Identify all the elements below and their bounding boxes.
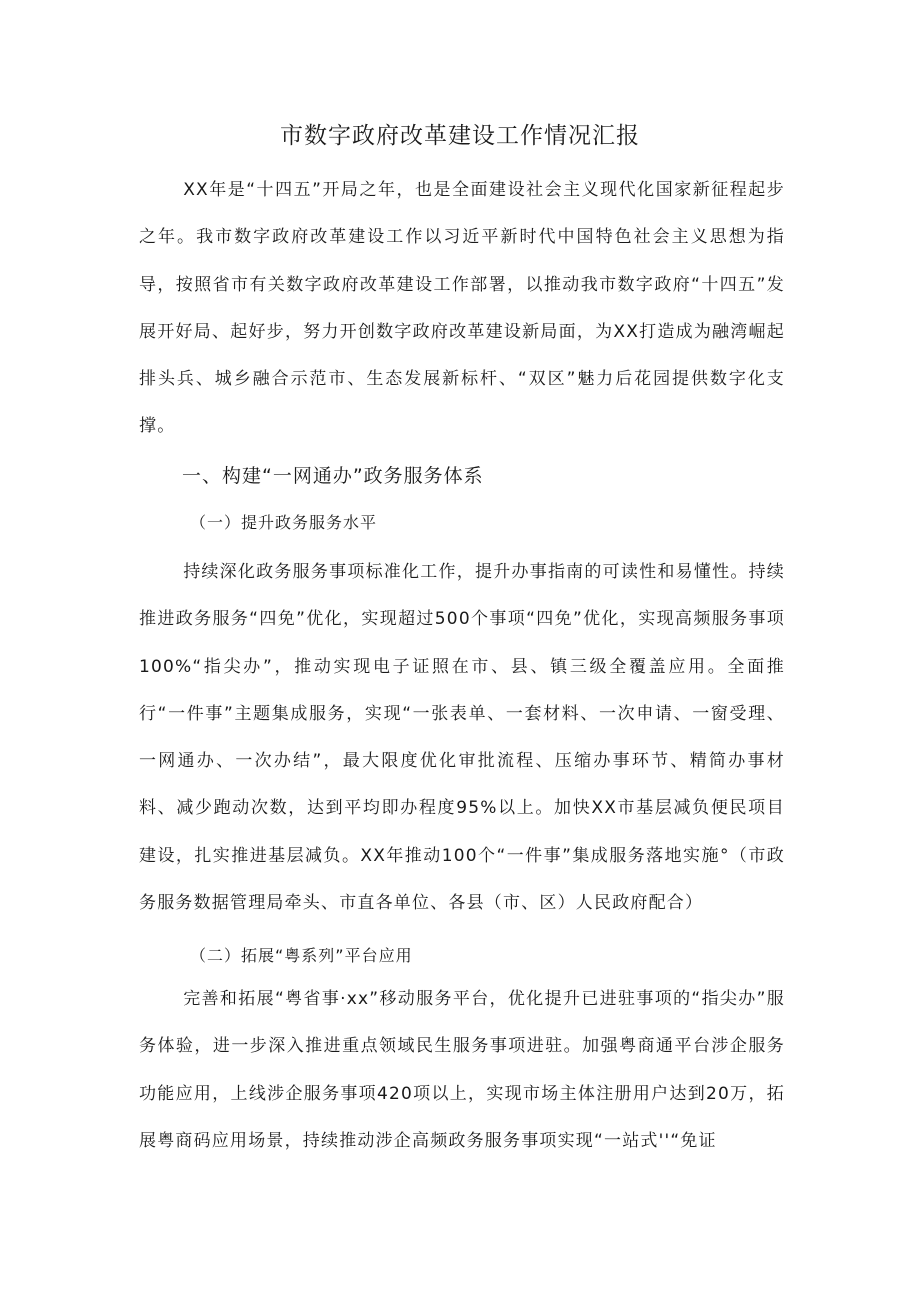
subsection-2-paragraph: 完善和拓展“粤省事·xx”移动服务平台，优化提升已进驻事项的“指尖办”服务体验，进一步深入推进重点领域民生服务事项进驻。加强粤商通平台涉企服务功能应用，上线涉企服务事项420项以上，实现市场主体注册用户达到20万，拓展粤商码应用场景，持续推动涉企高频政务服务事项实现“一站式''“免证 [139, 989, 785, 1151]
subsection-heading-2: （二）拓展“粤系列”平台应用 [190, 946, 413, 965]
subsection-heading-1: （一）提升政务服务水平 [190, 513, 378, 532]
section-heading-1: 一、构建“一网通办”政务服务体系 [182, 465, 484, 487]
subsection-1-paragraph: 持续深化政务服务事项标准化工作，提升办事指南的可读性和易懂性。持续推进政务服务“四免”优化，实现超过500个事项“四免”优化，实现高频服务事项100%“指尖办”，推动实现电子证照在市、县、镇三级全覆盖应用。全面推行“一件事”主题集成服务，实现“一张表单、一套材料、一次申请、一窗受理、一网通办、一次办结”，最大限度优化审批流程、压缩办事环节、精简办事材料、减少跑动次数，达到平均即办程度95%以上。加快XX市基层减负便民项目建设，扎实推进基层减负。XX年推动100个“一件事”集成服务落地实施°（市政务服务数据管理局牵头、市直各单位、各县（市、区）人民政府配合） [139, 562, 785, 914]
intro-paragraph: XX年是“十四五”开局之年，也是全面建设社会主义现代化国家新征程起步之年。我市数字政府改革建设工作以习近平新时代中国特色社会主义思想为指导，按照省市有关数字政府改革建设工作部署，以推动我市数字政府“十四五”发展开好局、起好步，努力开创数字政府改革建设新局面，为XX打造成为融湾崛起排头兵、城乡融合示范市、生态发展新标杆、“双区”魅力后花园提供数字化支撑。 [139, 180, 785, 437]
document-title: 市数字政府改革建设工作情况汇报 [280, 123, 640, 149]
